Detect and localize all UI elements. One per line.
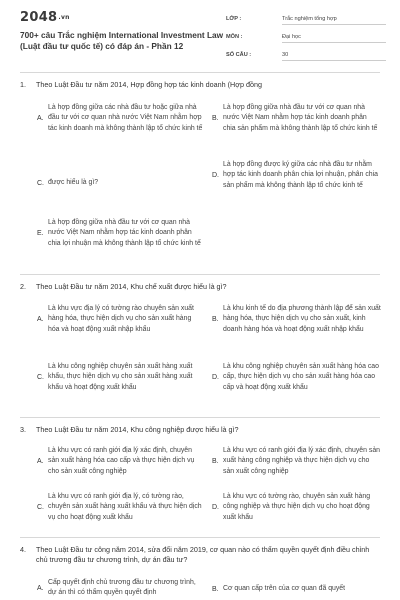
option-b[interactable] — [212, 304, 382, 335]
option-a[interactable] — [37, 578, 207, 599]
option-e[interactable] — [37, 218, 207, 249]
option-d[interactable] — [212, 362, 382, 393]
option-letter: C. — [37, 504, 44, 512]
option-a[interactable] — [37, 103, 207, 134]
option-text: Là khu vực có ranh giới địa lý xác định, chuyên sản xuất hàng công nghiệp và thực hiện dịch vụ cho sản xuất công nghiệp — [223, 447, 380, 475]
option-letter: B. — [212, 458, 219, 466]
option-text: Cơ quan cấp trên của cơ quan đã quyết — [223, 585, 346, 592]
option-text: Là khu vực có ranh giới địa lý xác định, chuyên sản xuất hàng hóa cao cấp và thực hiện dịch vụ cho sản xuất công nghiệp — [48, 447, 195, 475]
meta-value: Trắc nghiệm tổng hợp — [282, 13, 386, 25]
document-meta — [226, 10, 386, 64]
option-b[interactable] — [212, 446, 382, 477]
option-a[interactable] — [37, 446, 207, 477]
option-letter: A. — [37, 584, 44, 592]
option-text: Là hợp đồng giữa nhà đầu tư với cơ quan nhà nước Việt Nam nhằm hợp tác kinh doanh phân chia lợi nhuận mà không thành lập tổ chức kinh tế — [48, 219, 201, 247]
option-letter: A. — [37, 316, 44, 324]
meta-key: MÔN : — [226, 34, 243, 40]
meta-value: 30 — [282, 49, 386, 61]
question-4 — [20, 545, 382, 565]
option-text: Là khu kinh tế do địa phương thành lập để sản xuất hàng hóa, thực hiện dịch vụ cho sản xuất, kinh doanh hàng hóa và hoạt động xuất nhập khẩu — [223, 305, 381, 333]
option-text: Là khu vực có ranh giới địa lý, có tường rào, chuyên sản xuất hàng xuất khẩu và thực hiện dịch vụ cho hoạt động xuất khẩu — [48, 493, 202, 521]
option-letter: C. — [37, 179, 44, 187]
question-text: Theo Luật Đầu tư năm 2014, Khu công nghiệp được hiểu là gì? — [36, 425, 239, 434]
question-1 — [20, 80, 382, 90]
option-d[interactable] — [212, 160, 382, 191]
option-b[interactable] — [212, 103, 382, 134]
option-a[interactable] — [37, 304, 207, 335]
meta-row-class — [226, 10, 386, 28]
option-letter: A. — [37, 458, 44, 466]
option-text: Là khu vực có tường rào, chuyên sản xuất hàng công nghiệp và thực hiện dịch vụ cho hoạt động xuất khẩu — [223, 493, 371, 521]
option-letter: D. — [212, 374, 219, 382]
option-letter: C. — [37, 374, 44, 382]
option-b[interactable] — [212, 584, 382, 594]
document-header — [0, 0, 400, 68]
meta-row-count — [226, 46, 386, 64]
meta-key: LỚP : — [226, 16, 242, 22]
option-text: Là khu công nghiệp chuyên sản xuất hàng xuất khẩu, thực hiện dịch vụ cho sản xuất hàng xuất khẩu và hoạt động xuất khẩu — [48, 363, 193, 391]
option-text: Là hợp đồng giữa các nhà đầu tư hoặc giữa nhà đầu tư với cơ quan nhà nước Việt Nam nhằm hợp tác kinh doanh mà không thành lập tổ chức kinh tế — [48, 104, 203, 132]
question-number: 4. — [20, 545, 26, 554]
document-title: 700+ câu Trắc nghiệm International Investment Law (Luật đầu tư quốc tế) có đáp án - Phần 12 — [20, 30, 224, 51]
question-text: Theo Luật Đầu tư công năm 2014, sửa đổi năm 2019, cơ quan nào có thẩm quyền quyết định điều chỉnh chủ trương đầu tư chương trình, dự án đầu tư? — [36, 545, 370, 564]
option-letter: A. — [37, 115, 44, 123]
option-text: Cấp quyết định chủ trương đầu tư chương trình, dự án thì có thẩm quyền quyết định — [48, 579, 196, 597]
option-text: Là hợp đồng được ký giữa các nhà đầu tư nhằm hợp tác kinh doanh phân chia lợi nhuận, phân chia sản phẩm mà không thành lập tổ chức kinh tế — [223, 161, 379, 189]
option-d[interactable] — [212, 492, 382, 523]
option-text: được hiểu là gì? — [48, 179, 99, 186]
option-text: Là khu công nghiệp chuyên sản xuất hàng hóa cao cấp, thực hiện dịch vụ cho sản xuất hàng hóa cao cấp và hoạt động xuất khẩu — [223, 363, 379, 391]
question-number: 2. — [20, 282, 26, 291]
option-text: Là hợp đồng giữa nhà đầu tư với cơ quan nhà nước Việt Nam nhằm hợp tác kinh doanh phân chia sản phẩm mà không thành lập tổ chức kinh tế — [223, 104, 378, 132]
option-letter: D. — [212, 504, 219, 512]
header-divider — [20, 72, 380, 73]
meta-key: SỐ CÂU : — [226, 52, 252, 58]
option-c[interactable] — [37, 178, 207, 188]
option-c[interactable] — [37, 492, 207, 523]
question-divider — [20, 417, 380, 418]
question-divider — [20, 274, 380, 275]
question-number: 3. — [20, 425, 26, 434]
question-number: 1. — [20, 80, 26, 89]
meta-value: Đại học — [282, 31, 386, 43]
option-text: Là khu vực địa lý có tường rào chuyên sản xuất hàng hóa, thực hiện dịch vụ cho sản xuất hàng hóa và hoạt động xuất nhập khẩu — [48, 305, 194, 333]
question-2 — [20, 282, 382, 292]
question-text: Theo Luật Đầu tư năm 2014, Khu chế xuất được hiểu là gì? — [36, 282, 227, 291]
logo-suffix: .vn — [58, 14, 70, 21]
logo-text: 2048 — [20, 10, 58, 25]
option-letter: B. — [212, 115, 219, 123]
site-logo[interactable] — [20, 10, 70, 25]
question-divider — [20, 537, 380, 538]
meta-row-subject — [226, 28, 386, 46]
question-text: Theo Luật Đầu tư năm 2014, Hợp đồng hợp tác kinh doanh (Hợp đồng — [36, 80, 262, 89]
question-3 — [20, 425, 382, 435]
option-letter: D. — [212, 172, 219, 180]
option-letter: B. — [212, 585, 219, 593]
option-letter: B. — [212, 316, 219, 324]
option-c[interactable] — [37, 362, 207, 393]
option-letter: E. — [37, 230, 44, 238]
